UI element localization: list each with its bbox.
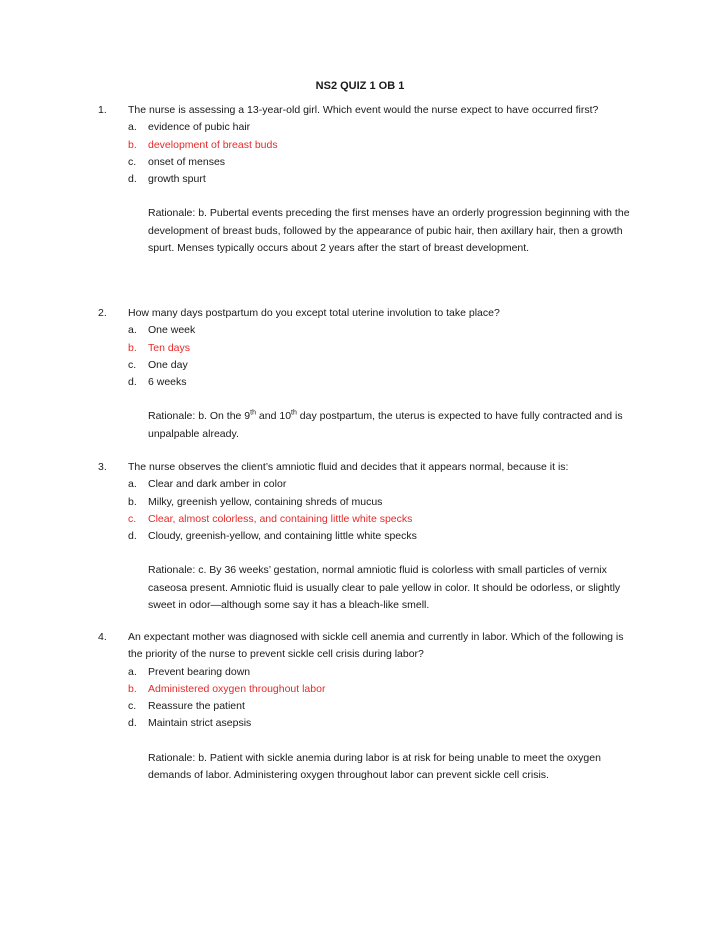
option-a <box>110 664 640 681</box>
option-text: Clear and dark amber in color <box>148 478 287 491</box>
option-text: Milky, greenish yellow, containing shreds of mucus <box>148 495 383 508</box>
option-text: Maintain strict asepsis <box>148 717 252 730</box>
answer-options <box>110 476 640 545</box>
option-letter: a. <box>128 665 137 678</box>
option-b-correct <box>110 137 640 154</box>
option-text: Clear, almost colorless, and containing little white specks <box>148 512 413 525</box>
rationale: Rationale: c. By 36 weeks’ gestation, normal amniotic fluid is colorless with small particles of vernix caseosa present. Amniotic fluid is usually clear to pale yellow in color. It should be odorless, or slightly sweet in odor—although some say it has a bleach-like smell. <box>148 564 621 612</box>
option-letter: c. <box>128 155 137 168</box>
option-letter: d. <box>128 376 137 389</box>
rationale-text: Rationale: b. On the 9 <box>148 410 251 423</box>
option-letter: d. <box>128 173 137 186</box>
option-letter: a. <box>128 121 137 134</box>
option-c <box>110 357 640 374</box>
question-text: The nurse is assessing a 13-year-old girl. Which event would the nurse expect to have occurred first? <box>128 104 599 116</box>
rationale <box>148 408 640 443</box>
answer-options <box>110 119 640 188</box>
superscript: th <box>291 409 297 417</box>
option-letter: c. <box>128 700 137 713</box>
option-text: onset of menses <box>148 155 226 168</box>
option-text: evidence of pubic hair <box>148 121 251 134</box>
question-text: The nurse observes the client’s amniotic fluid and decides that it appears normal, because it is: <box>128 461 569 473</box>
option-text: Prevent bearing down <box>148 665 251 678</box>
option-text: Administered oxygen throughout labor <box>148 682 326 695</box>
rationale: Rationale: b. Pubertal events preceding the first menses have an orderly progression beginning with the development of breast buds, followed by the appearance of pubic hair, then axillary hair, then a growth spurt. Menses typically occurs about 2 years after the start of breast development. <box>148 207 630 255</box>
option-a <box>110 119 640 136</box>
option-text: development of breast buds <box>148 138 278 151</box>
rationale-text: and 10 <box>256 410 292 423</box>
option-b-correct <box>110 340 640 357</box>
option-d <box>110 374 640 391</box>
option-letter: b. <box>128 682 137 695</box>
option-d <box>110 715 640 732</box>
option-d <box>110 171 640 188</box>
option-letter: d. <box>128 530 137 543</box>
option-letter: b. <box>128 495 137 508</box>
answer-options <box>110 664 640 733</box>
question-2 <box>98 305 640 443</box>
option-text: One week <box>148 324 196 337</box>
option-letter: b. <box>128 138 137 151</box>
option-c <box>110 154 640 171</box>
option-letter: d. <box>128 717 137 730</box>
option-b <box>110 494 640 511</box>
option-text: 6 weeks <box>148 376 187 389</box>
rationale: Rationale: b. Patient with sickle anemia during labor is at risk for being unable to meet the oxygen demands of labor. Administering oxygen throughout labor can prevent sickle cell crisis. <box>148 751 601 782</box>
option-c-correct <box>110 511 640 528</box>
option-letter: a. <box>128 324 137 337</box>
answer-options <box>110 322 640 391</box>
document-title: NS2 QUIZ 1 OB 1 <box>315 80 405 92</box>
option-d <box>110 528 640 545</box>
question-3 <box>98 459 640 614</box>
option-text: Reassure the patient <box>148 700 245 713</box>
option-text: Cloudy, greenish-yellow, and containing little white specks <box>148 530 417 543</box>
option-letter: a. <box>128 478 137 491</box>
question-4 <box>98 629 640 784</box>
option-c <box>110 698 640 715</box>
question-text: An expectant mother was diagnosed with sickle cell anemia and currently in labor. Which of the following is the priority of the nurse to prevent sickle cell crisis during labor? <box>128 631 624 661</box>
question-text: How many days postpartum do you except total uterine involution to take place? <box>128 307 500 319</box>
question-number: 4. <box>98 631 107 643</box>
question-number: 1. <box>98 104 107 116</box>
question-1 <box>98 102 640 257</box>
option-a <box>110 322 640 339</box>
option-letter: b. <box>128 341 137 354</box>
option-text: One day <box>148 358 188 371</box>
option-b-correct <box>110 681 640 698</box>
rationale-text: day postpartum, the uterus is expected to have fully contracted and is unpalpable already. <box>148 410 623 440</box>
option-a <box>110 476 640 493</box>
question-number: 2. <box>98 307 107 319</box>
question-number: 3. <box>98 461 107 473</box>
option-text: growth spurt <box>148 173 206 186</box>
option-text: Ten days <box>148 341 191 354</box>
superscript: th <box>250 409 256 417</box>
option-letter: c. <box>128 358 137 371</box>
option-letter: c. <box>128 512 137 525</box>
